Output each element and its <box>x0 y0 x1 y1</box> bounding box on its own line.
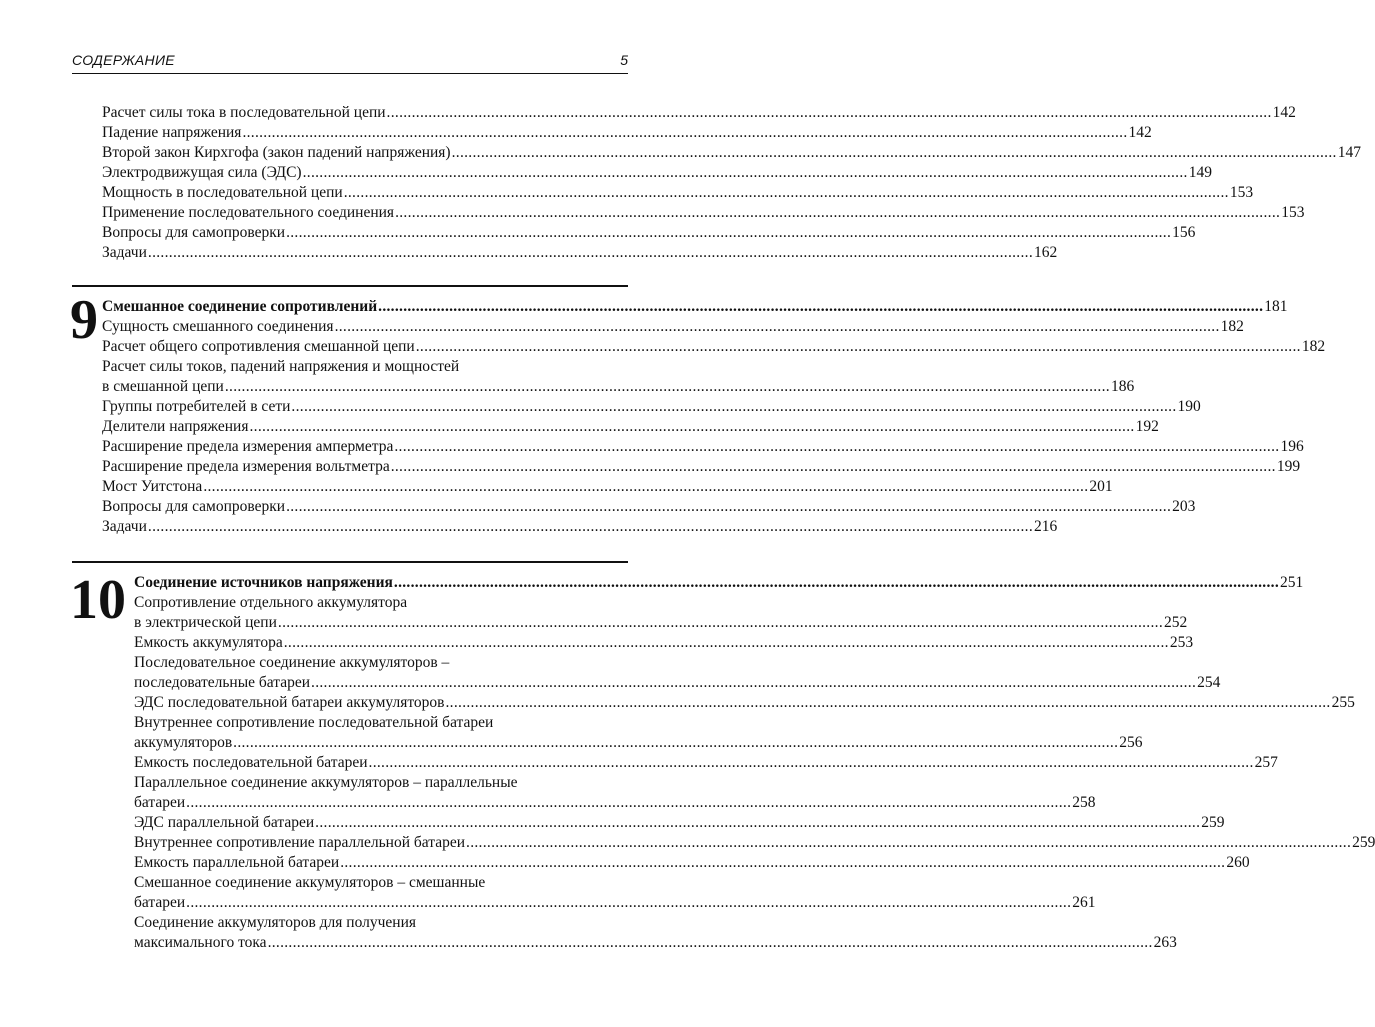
toc-entry-page: 153 <box>1229 184 1254 201</box>
toc-entry-text: Задачи <box>102 244 147 261</box>
toc-entry-text: максимального тока <box>134 934 267 951</box>
toc-entry[interactable] <box>102 203 1305 223</box>
toc-entry-leader-dots <box>369 753 1254 773</box>
toc-entry[interactable] <box>102 143 1361 163</box>
toc-entry-leader-dots <box>446 693 1331 713</box>
toc-entry-text: Вопросы для самопроверки <box>102 498 286 515</box>
page-number: 5 <box>620 52 628 68</box>
chapter-title-entry-text: Смешанное соединение сопротивлений <box>102 298 378 315</box>
toc-entry-page: 149 <box>1188 164 1212 181</box>
toc-entry[interactable] <box>102 103 1296 123</box>
toc-entry-lead-line: Соединение аккумуляторов для получения <box>134 914 417 931</box>
toc-entry-leader-dots <box>291 397 1176 417</box>
toc-entry-text: Емкость параллельной батареи <box>134 854 340 871</box>
toc-entry-page: 257 <box>1254 754 1278 771</box>
toc-entry-leader-dots <box>278 613 1163 633</box>
chapter-title-entry-page: 181 <box>1264 298 1288 315</box>
toc-entry-page: 260 <box>1226 854 1250 871</box>
chapter-title-entry-leader-dots <box>394 573 1279 593</box>
chapter-10-rule <box>72 561 628 563</box>
toc-entry[interactable] <box>102 477 1113 497</box>
toc-entry-text: Внутреннее сопротивление параллельной батареи <box>134 834 466 851</box>
toc-entry[interactable] <box>134 753 1278 773</box>
toc-entry-leader-dots <box>315 813 1200 833</box>
toc-entry-text: Задачи <box>102 518 147 535</box>
toc-entry-leader-dots <box>286 497 1171 517</box>
toc-entry-leader-dots <box>186 793 1071 813</box>
toc-entry-text: Группы потребителей в сети <box>102 398 291 415</box>
toc-entry-page: 259 <box>1352 834 1375 851</box>
toc-entry-leader-dots <box>391 457 1276 477</box>
toc-chapter-10 <box>134 573 1375 953</box>
chapter-title-entry[interactable] <box>102 297 1288 317</box>
chapter-10-number: 10 <box>70 569 126 631</box>
toc-entry-page: 203 <box>1172 498 1196 515</box>
toc-entry-leader-dots <box>148 517 1033 537</box>
toc-entry-text: Емкость последовательной батареи <box>134 754 368 771</box>
toc-entry-page: 186 <box>1110 378 1135 395</box>
toc-entry[interactable] <box>102 337 1326 357</box>
toc-entry-page: 182 <box>1220 318 1244 335</box>
chapter-9-rule <box>72 285 628 287</box>
toc-entry-leader-dots <box>466 833 1351 853</box>
toc-entry-lead-line: Сопротивление отдельного аккумулятора <box>134 594 408 611</box>
toc-entry-leader-dots <box>395 203 1280 223</box>
toc-entry[interactable] <box>102 317 1244 337</box>
toc-section-continued <box>102 103 1361 263</box>
toc-entry-leader-dots <box>284 633 1169 653</box>
toc-entry-text: Расширение предела измерения вольтметра <box>102 458 390 475</box>
toc-entry-page: 142 <box>1128 124 1152 141</box>
toc-chapter-9 <box>102 297 1326 537</box>
toc-entry[interactable] <box>134 893 1096 913</box>
toc-entry[interactable] <box>102 223 1196 243</box>
toc-entry[interactable] <box>134 853 1250 873</box>
toc-entry-leader-dots <box>344 183 1229 203</box>
toc-entry-lead-line: Смешанное соединение аккумуляторов – смешанные <box>134 874 486 891</box>
toc-entry[interactable] <box>102 517 1058 537</box>
toc-entry-page: 256 <box>1119 734 1143 751</box>
toc-entry-text: Падение напряжения <box>102 124 242 141</box>
header-rule <box>72 73 628 74</box>
toc-entry[interactable] <box>134 813 1225 833</box>
toc-entry[interactable] <box>102 377 1135 397</box>
toc-entry[interactable] <box>102 123 1152 143</box>
toc-entry-page: 147 <box>1337 144 1361 161</box>
toc-entry-page: 255 <box>1331 694 1355 711</box>
toc-entry-leader-dots <box>203 477 1088 497</box>
toc-entry-lead-line: Последовательное соединение аккумуляторов – <box>134 654 450 671</box>
toc-entry-leader-dots <box>387 103 1272 123</box>
toc-entry-text: Емкость аккумулятора <box>134 634 283 651</box>
toc-entry[interactable] <box>102 417 1159 437</box>
toc-entry-text: Расширение предела измерения амперметра <box>102 438 394 455</box>
chapter-title-entry-text: Соединение источников напряжения <box>134 574 393 591</box>
toc-entry-leader-dots <box>340 853 1225 873</box>
toc-entry[interactable] <box>134 733 1143 753</box>
toc-entry-text: в смешанной цепи <box>102 378 224 395</box>
toc-entry-leader-dots <box>286 223 1171 243</box>
toc-entry-page: 259 <box>1201 814 1225 831</box>
toc-entry[interactable] <box>102 437 1304 457</box>
running-header <box>72 52 628 72</box>
toc-entry-text: Расчет общего сопротивления смешанной цепи <box>102 338 415 355</box>
toc-entry-page: 190 <box>1177 398 1201 415</box>
toc-entry-page: 252 <box>1164 614 1188 631</box>
toc-entry-text: Вопросы для самопроверки <box>102 224 286 241</box>
toc-entry-lead-line: Внутреннее сопротивление последовательной батареи <box>134 714 494 731</box>
toc-entry-page: 201 <box>1089 478 1113 495</box>
chapter-title-entry[interactable] <box>134 573 1304 593</box>
toc-entry[interactable] <box>102 497 1196 517</box>
toc-entry-page: 156 <box>1172 224 1196 241</box>
toc-entry-page: 258 <box>1072 794 1096 811</box>
toc-entry-text: батареи <box>134 894 186 911</box>
toc-entry-page: 142 <box>1272 104 1296 121</box>
toc-entry-page: 192 <box>1135 418 1159 435</box>
running-header-title: СОДЕРЖАНИЕ <box>72 52 175 68</box>
toc-entry[interactable] <box>134 933 1177 953</box>
toc-entry-leader-dots <box>233 733 1118 753</box>
toc-entry-text: ЭДС последовательной батареи аккумуляторов <box>134 694 445 711</box>
toc-entry-page: 263 <box>1153 934 1177 951</box>
toc-entry-text: в электрической цепи <box>134 614 277 631</box>
toc-entry[interactable] <box>102 163 1212 183</box>
toc-entry-text: Делители напряжения <box>102 418 249 435</box>
toc-entry-page: 254 <box>1197 674 1221 691</box>
toc-entry-text: Мост Уитстона <box>102 478 203 495</box>
toc-entry-text: Второй закон Кирхгофа (закон падений напряжения) <box>102 144 451 161</box>
toc-entry-leader-dots <box>416 337 1301 357</box>
toc-entry-leader-dots <box>311 673 1196 693</box>
toc-entry-text: Электродвижущая сила (ЭДС) <box>102 164 302 181</box>
toc-entry[interactable] <box>134 633 1194 653</box>
toc-entry-page: 253 <box>1169 634 1194 651</box>
toc-entry[interactable] <box>102 397 1201 417</box>
toc-entry-leader-dots <box>148 243 1033 263</box>
toc-entry-text: Применение последовательного соединения <box>102 204 395 221</box>
toc-entry-leader-dots <box>335 317 1220 337</box>
toc-entry[interactable] <box>134 673 1221 693</box>
toc-entry-text: аккумуляторов <box>134 734 233 751</box>
toc-entry-lead-line: Расчет силы токов, падений напряжения и мощностей <box>102 358 460 375</box>
chapter-9-number: 9 <box>70 289 98 351</box>
toc-entry[interactable] <box>102 183 1254 203</box>
toc-entry-leader-dots <box>225 377 1110 397</box>
toc-entry-leader-dots <box>186 893 1071 913</box>
toc-entry[interactable] <box>134 793 1096 813</box>
toc-entry-text: батареи <box>134 794 186 811</box>
toc-entry-leader-dots <box>303 163 1188 183</box>
toc-entry-text: ЭДС параллельной батареи <box>134 814 315 831</box>
toc-entry[interactable] <box>102 243 1058 263</box>
toc-entry-text: Расчет силы тока в последовательной цепи <box>102 104 386 121</box>
toc-entry-leader-dots <box>249 417 1134 437</box>
toc-entry-text: последовательные батареи <box>134 674 311 691</box>
toc-entry-page: 162 <box>1034 244 1058 261</box>
toc-entry-page: 216 <box>1034 518 1058 535</box>
toc-entry[interactable] <box>134 833 1375 853</box>
toc-entry-leader-dots <box>452 143 1337 163</box>
toc-entry-leader-dots <box>242 123 1127 143</box>
toc-entry[interactable] <box>102 457 1301 477</box>
toc-entry-page: 196 <box>1280 438 1304 455</box>
chapter-title-entry-leader-dots <box>378 297 1263 317</box>
toc-entry-text: Сущность смешанного соединения <box>102 318 334 335</box>
toc-entry-page: 199 <box>1276 458 1301 475</box>
toc-entry-leader-dots <box>394 437 1279 457</box>
toc-entry-leader-dots <box>268 933 1153 953</box>
toc-entry-lead-line: Параллельное соединение аккумуляторов – параллельные <box>134 774 518 791</box>
toc-entry-page: 182 <box>1301 338 1326 355</box>
toc-entry-page: 261 <box>1072 894 1096 911</box>
toc-entry[interactable] <box>134 693 1355 713</box>
toc-entry-page: 153 <box>1281 204 1305 221</box>
toc-entry[interactable] <box>134 613 1188 633</box>
chapter-title-entry-page: 251 <box>1280 574 1304 591</box>
toc-entry-text: Мощность в последовательной цепи <box>102 184 343 201</box>
